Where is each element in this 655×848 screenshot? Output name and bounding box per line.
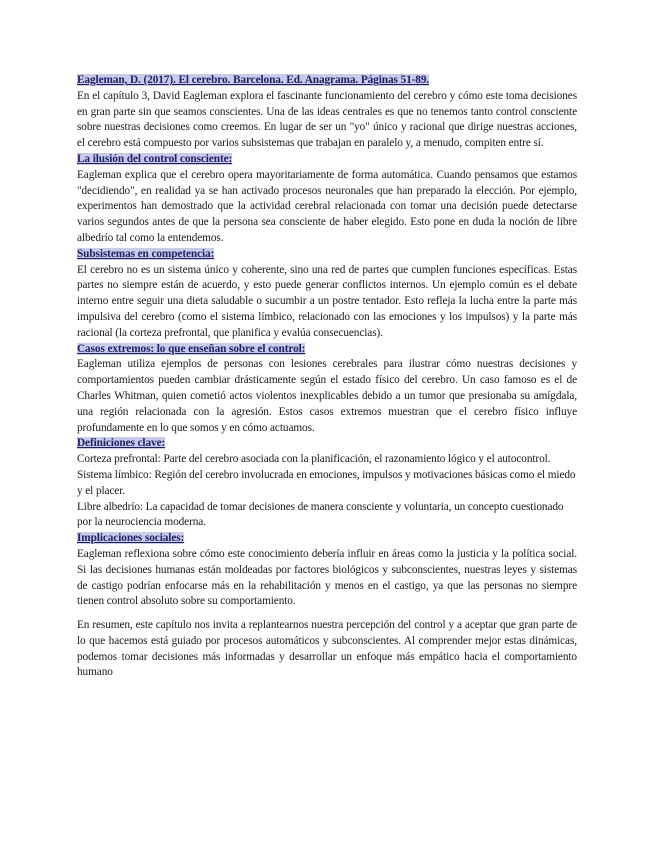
section-body-casos-extremos: Eagleman utiliza ejemplos de personas con lesiones cerebrales para ilustrar cómo nuestras decisiones y comportamientos pueden cambiar drásticamente según el estado físico del cerebro. Un caso famoso es el de Charles Whitman, quien cometió actos violentos inexplicables debido a un tumor que presionaba su amígdala, una región relacionada con la agresión. Estos casos extremos muestran que el cerebro físico influye profundamente en lo que somos y en cómo actuamos. <box>77 358 577 434</box>
implications-body: Eagleman reflexiona sobre cómo este conocimiento debería influir en áreas como la justicia y la política social. Si las decisiones humanas están moldeadas por factores biológicos y subconscientes, nuestras leyes y sistemas de castigo podrían enfocarse más en la rehabilitación y menos en el castigo, ya que las personas no siempre tienen control absoluto sobre su comportamiento. <box>77 547 577 608</box>
definition-item: Sistema límbico: Región del cerebro involucrada en emociones, impulsos y motivaciones básicas como el miedo y el placer. <box>77 468 576 497</box>
section-heading-casos-extremos: Casos extremos: lo que enseñan sobre el control: <box>77 342 306 355</box>
section-heading-line <box>77 342 577 358</box>
definitions-heading: Definiciones clave: <box>77 437 166 450</box>
section-body-subsistemas: El cerebro no es un sistema único y coherente, sino una red de partes que cumplen funciones específicas. Estas partes no siempre están de acuerdo, y esto puede generar conflictos internos. Un ejemplo común es el debate interno entre seguir una dieta saludable o sucumbir a un postre tentador. Esto refleja la lucha entre la parte más impulsiva del cerebro (como el sistema límbico, relacionado con las emociones y los impulsos) y la parte más racional (la corteza prefrontal, que planifica y evalúa consecuencias). <box>77 263 577 339</box>
implications-heading-line <box>77 531 577 547</box>
section-heading-control-consciente: La ilusión del control consciente: <box>77 152 233 165</box>
section-heading-line <box>77 247 577 263</box>
document-page <box>77 73 577 681</box>
document-title: Eagleman, D. (2017). El cerebro. Barcelona. Ed. Anagrama. Páginas 51-89. <box>77 74 430 86</box>
section-heading-subsistemas: Subsistemas en competencia: <box>77 247 215 260</box>
definitions-list <box>77 452 577 531</box>
paragraph-spacer <box>77 610 577 618</box>
conclusion-paragraph: En resumen, este capítulo nos invita a replantearnos nuestra percepción del control y a aceptar que gran parte de lo que hacemos está guiado por procesos automáticos y subconscientes. Al comprender mejor estas dinámicas, podemos tomar decisiones más informadas y desarrollar un enfoque más empático hacia el comportamiento humano <box>77 619 577 679</box>
section-body-control-consciente: Eagleman explica que el cerebro opera mayoritariamente de forma automática. Cuando pensamos que estamos "decidiendo", en realidad ya se han activado procesos neuronales que han preparado la elección. Por ejemplo, experimentos han demostrado que la actividad cerebral relacionada con tomar una decisión puede detectarse varios segundos antes de que la persona sea consciente de haber elegido. Esto pone en duda la noción de libre albedrío tal como la entendemos. <box>77 168 577 244</box>
title-line <box>77 73 577 89</box>
intro-paragraph: En el capítulo 3, David Eagleman explora el fascinante funcionamiento del cerebro y cómo este toma decisiones en gran parte sin que seamos conscientes. Una de las ideas centrales es que no tenemos tanto control consciente sobre nuestras decisiones como creemos. En lugar de ser un "yo" único y racional que dirige nuestras acciones, el cerebro está compuesto por varios subsistemas que trabajan en paralelo y, a menudo, compiten entre sí. <box>77 89 577 150</box>
definition-item: Libre albedrío: La capacidad de tomar decisiones de manera consciente y voluntaria, un concepto cuestionado por la neurociencia moderna. <box>77 500 564 529</box>
definitions-heading-line <box>77 436 577 452</box>
section-heading-line <box>77 152 577 168</box>
implications-heading: Implicaciones sociales: <box>77 532 185 545</box>
definition-item: Corteza prefrontal: Parte del cerebro asociada con la planificación, el razonamiento lógico y el autocontrol. <box>77 453 551 466</box>
